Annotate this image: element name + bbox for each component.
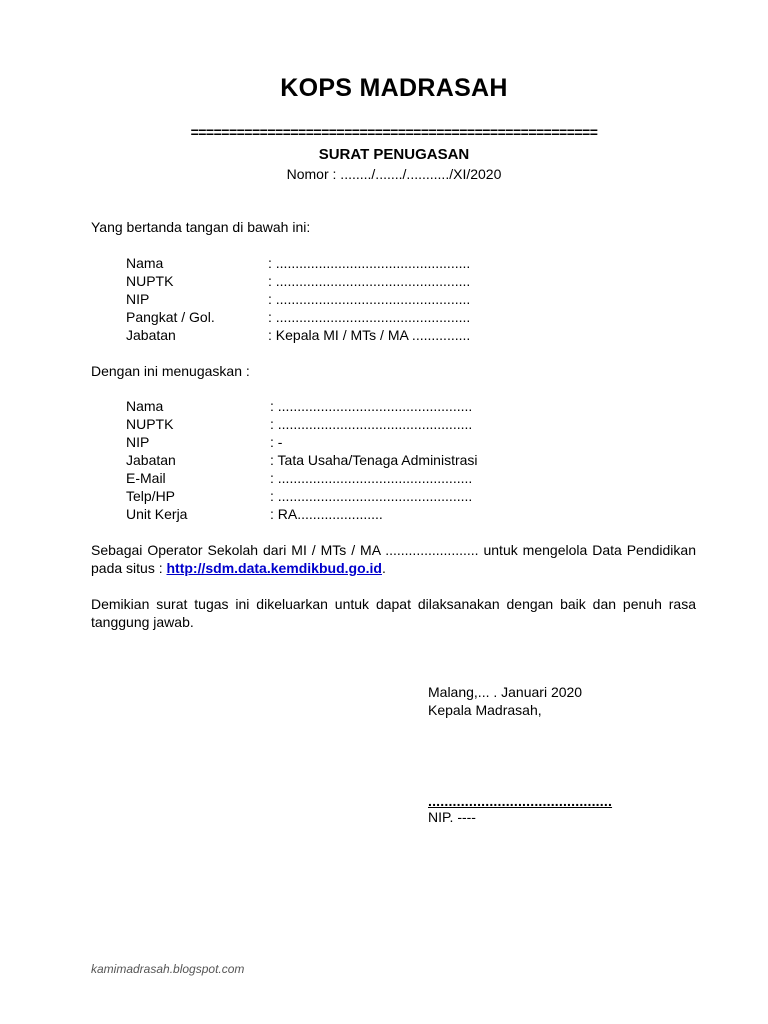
signer-nama-value: : .................................................. [268,255,471,271]
signer-nama-label: Nama [126,255,164,271]
assignee-email-label: E-Mail [126,470,166,486]
signer-jabatan-label: Jabatan [126,327,176,343]
signer-nip-value: : .................................................. [268,291,471,307]
assignee-nuptk-label: NUPTK [126,416,174,432]
assignee-telp-label: Telp/HP [126,488,176,504]
signature-nip: NIP. ---- [428,809,476,825]
assignee-unit-label: Unit Kerja [126,506,188,522]
signer-jabatan-value: : Kepala MI / MTs / MA ............... [268,327,471,343]
website-link[interactable]: http://sdm.data.kemdikbud.go.id [166,560,382,576]
signer-pangkat-label: Pangkat / Gol. [126,309,215,325]
intro-text: Yang bertanda tangan di bawah ini: [91,219,311,235]
assignee-nuptk-value: : .................................................. [270,416,473,432]
assignee-nama-label: Nama [126,398,164,414]
signature-place-date: Malang,... . Januari 2020 [428,684,583,700]
letterhead-separator: ===================================================== [190,124,598,140]
assignee-nama-value: : .................................................. [270,398,473,414]
footer-watermark: kamimadrasah.blogspot.com [91,962,245,976]
signature-name-line: ............................................. [428,793,613,809]
signer-nuptk-label: NUPTK [126,273,174,289]
body-paragraph-2: Demikian surat tugas ini dikeluarkan untuk dapat dilaksanakan dengan baik dan penuh rasa tanggung jawab. [91,596,696,630]
letter-subject: SURAT PENUGASAN [318,146,470,163]
assignee-email-value: : .................................................. [270,470,473,486]
signer-pangkat-value: : .................................................. [268,309,471,325]
assignee-nip-label: NIP [126,434,150,450]
signature-title: Kepala Madrasah, [428,702,542,718]
assignee-jabatan-label: Jabatan [126,452,176,468]
assignee-jabatan-value: : Tata Usaha/Tenaga Administrasi [270,452,478,468]
body-paragraph-1-text: Sebagai Operator Sekolah dari MI / MTs / MA ........................ untuk mengelola Data Pendidikan pada situs : [91,542,696,576]
assignee-unit-value: : RA...................... [270,506,383,522]
assign-intro-text: Dengan ini menugaskan : [91,363,250,379]
letter-number: Nomor : ......../......./.........../XI/2020 [286,166,502,182]
assignee-telp-value: : .................................................. [270,488,473,504]
body-paragraph-1 [91,541,696,577]
signer-nip-label: NIP [126,291,150,307]
letterhead-title: KOPS MADRASAH [280,74,508,102]
body-paragraph-1-period: . [381,560,386,576]
signer-nuptk-value: : .................................................. [268,273,471,289]
assignee-nip-value: : - [270,434,283,450]
